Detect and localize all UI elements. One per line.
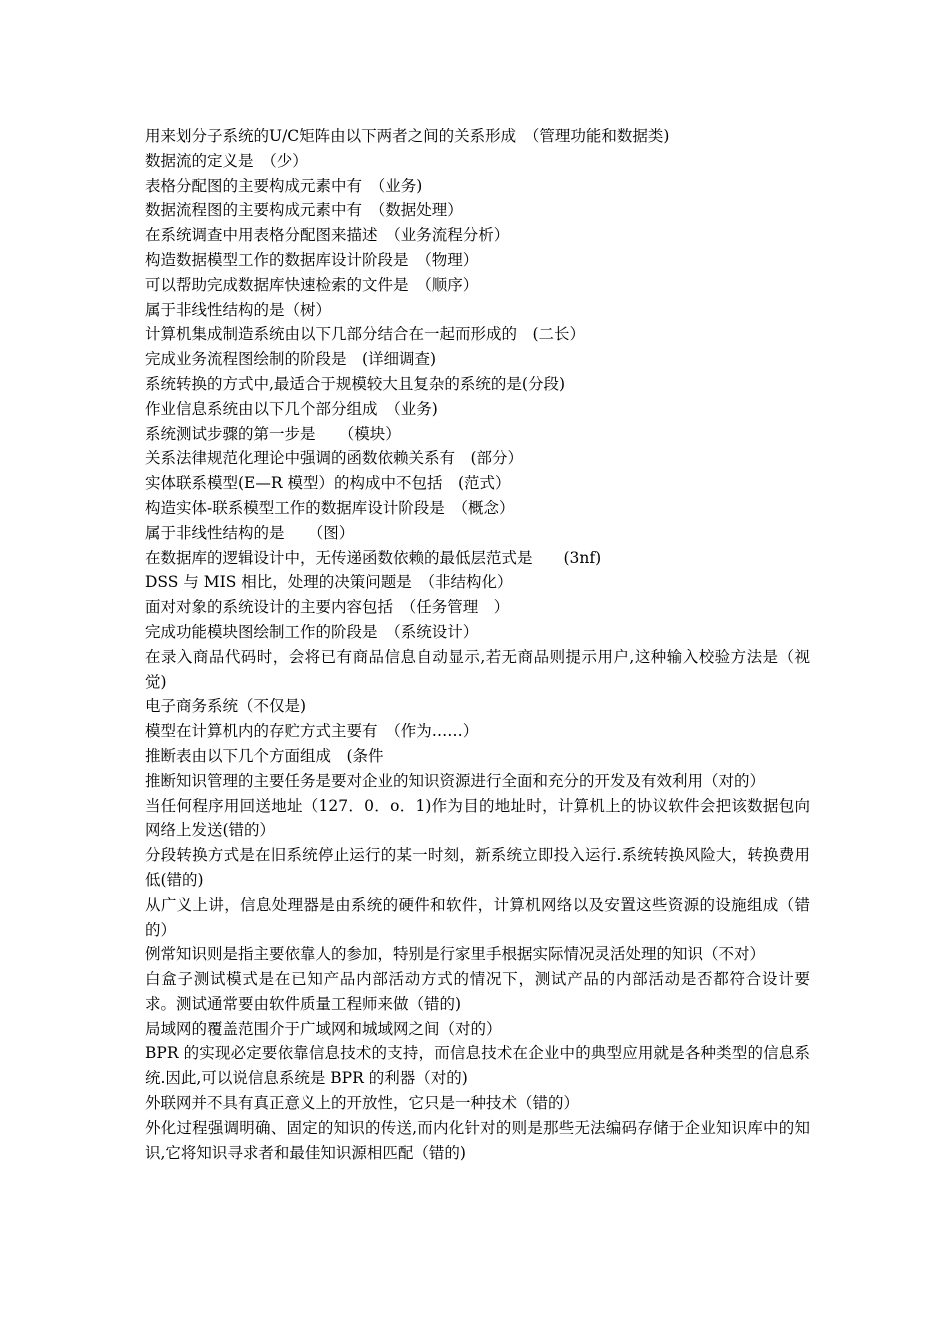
- text-line: 推断表由以下几个方面组成 (条件: [145, 746, 384, 765]
- text-line: 局域网的覆盖范围介于广域网和城域网之间（对的）: [145, 1019, 502, 1038]
- text-line: 计算机集成制造系统由以下几部分结合在一起而形成的 (二长）: [145, 325, 586, 344]
- document-body: [145, 124, 810, 1165]
- text-line: 完成功能模块图绘制工作的阶段是 （系统设计）: [145, 622, 479, 641]
- text-line: 实体联系模型(E—R 模型）的构成中不包括 (范式）: [145, 474, 511, 493]
- text-line: 在系统调查中用表格分配图来描述 （业务流程分析）: [145, 226, 510, 245]
- text-line: 从广义上讲，信息处理器是由系统的硬件和软件，计算机网络以及安置这些资源的设施组成（错的）: [145, 895, 810, 939]
- text-line: 完成业务流程图绘制的阶段是 (详细调查): [145, 350, 437, 369]
- text-line: DSS 与 MIS 相比，处理的决策问题是 （非结构化）: [145, 573, 513, 592]
- text-line: 属于非线性结构的是 （图）: [145, 523, 355, 542]
- text-line: 构造实体-联系模型工作的数据库设计阶段是 （概念）: [145, 498, 515, 517]
- text-line: 表格分配图的主要构成元素中有 （业务): [145, 176, 423, 195]
- text-line: 数据流的定义是 （少）: [145, 151, 308, 170]
- text-line: 分段转换方式是在旧系统停止运行的某一时刻，新系统立即投入运行.系统转换风险大，转换费用低(错的): [145, 846, 810, 889]
- text-line: BPR 的实现必定要依靠信息技术的支持，而信息技术在企业中的典型应用就是各种类型的信息系统.因此,可以说信息系统是 BPR 的利器（对的): [145, 1044, 810, 1088]
- text-line: 属于非线性结构的是（树）: [145, 300, 332, 319]
- text-line: 作业信息系统由以下几个部分组成 （业务): [145, 399, 438, 418]
- text-line: 系统转换的方式中,最适合于规模较大且复杂的系统的是(分段): [145, 374, 566, 393]
- text-line: 面对对象的系统设计的主要内容包括 （任务管理 ）: [145, 598, 510, 617]
- text-line: 推断知识管理的主要任务是要对企业的知识资源进行全面和充分的开发及有效利用（对的）: [145, 771, 766, 790]
- text-line: 外化过程强调明确、固定的知识的传送,而内化针对的则是那些无法编码存储于企业知识库中的知识,它将知识寻求者和最佳知识源相匹配（错的): [145, 1118, 810, 1162]
- text-line: 模型在计算机内的存贮方式主要有 （作为……）: [145, 722, 479, 741]
- text-line: 数据流程图的主要构成元素中有 （数据处理）: [145, 201, 463, 220]
- text-line: 电子商务系统（不仅是): [145, 697, 307, 716]
- text-line: 构造数据模型工作的数据库设计阶段是 （物理）: [145, 250, 479, 269]
- text-line: 在数据库的逻辑设计中，无传递函数依赖的最低层范式是 (3nf): [145, 548, 602, 567]
- text-line: 系统测试步骤的第一步是 （模块）: [145, 424, 401, 443]
- text-line: 用来划分子系统的U/C矩阵由以下两者之间的关系形成 （管理功能和数据类): [145, 127, 670, 145]
- text-line: 外联网并不具有真正意义上的开放性，它只是一种技术（错的）: [145, 1094, 580, 1113]
- text-line: 在录入商品代码时，会将已有商品信息自动显示,若无商品则提示用户,这种输入校验方法是（视觉): [145, 647, 810, 691]
- text-line: 例常知识则是指主要依靠人的参加，特别是行家里手根据实际情况灵活处理的知识（不对）: [145, 945, 766, 964]
- text-line: 关系法律规范化理论中强调的函数依赖关系有 (部分）: [145, 449, 524, 468]
- text-line: 白盒子测试模式是在已知产品内部活动方式的情况下，测试产品的内部活动是否都符合设计要求。测试通常要由软件质量工程师来做（错的): [145, 970, 810, 1013]
- text-line: 当任何程序用回送地址（127．0．o．1)作为目的地址时，计算机上的协议软件会把该数据包向网络上发送(错的）: [145, 796, 810, 840]
- text-line: 可以帮助完成数据库快速检索的文件是 （顺序）: [145, 275, 479, 294]
